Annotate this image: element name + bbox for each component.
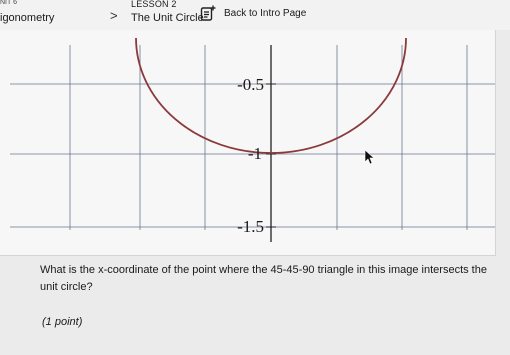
mouse-pointer-icon	[365, 150, 374, 164]
back-button-label: Back to Intro Page	[224, 7, 307, 19]
document-add-icon	[200, 5, 216, 21]
lesson-number: LESSON 2	[131, 0, 177, 9]
back-to-intro-button[interactable]	[200, 5, 306, 21]
y-tick-label: -1.5	[237, 217, 264, 236]
grid-lines	[10, 45, 495, 230]
lesson-title: The Unit Circle	[131, 12, 204, 24]
breadcrumb-course[interactable]: igonometry	[0, 12, 55, 24]
lesson-header	[0, 0, 510, 30]
breadcrumb-separator-icon: >	[110, 8, 118, 23]
graph-canvas	[0, 30, 495, 255]
question-text: What is the x-coordinate of the point where the 45-45-90 triangle in this image intersects the unit circle?	[40, 264, 487, 293]
question-points: (1 point)	[42, 316, 83, 328]
unit-circle-graph	[0, 30, 496, 256]
breadcrumb-unit: NIT 6	[0, 0, 17, 6]
y-tick-label: -1	[247, 144, 262, 163]
y-tick-label: -0.5	[237, 75, 264, 94]
